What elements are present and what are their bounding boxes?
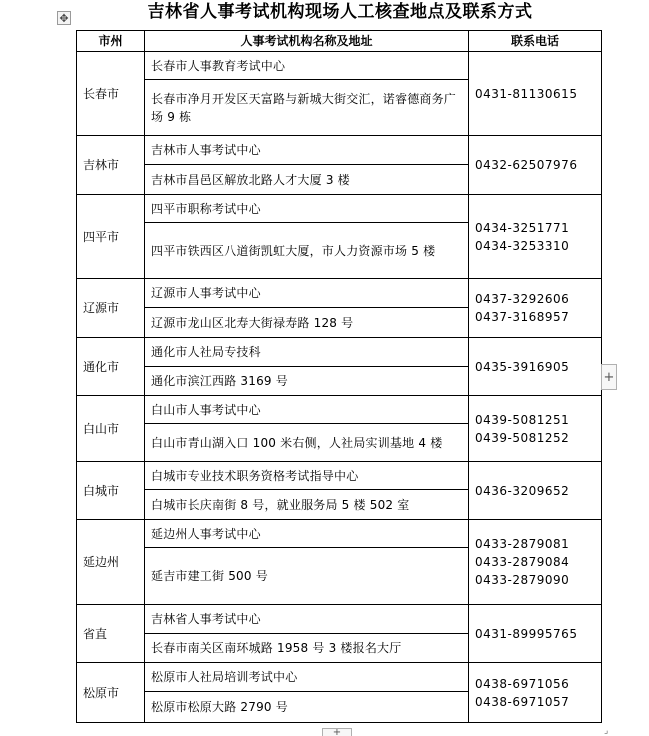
table-row bbox=[77, 279, 602, 308]
table-move-handle-icon[interactable]: ✥ bbox=[57, 11, 71, 25]
phone-number: 0433-2879084 bbox=[475, 555, 570, 569]
phone-number: 0437-3292606 bbox=[475, 292, 570, 306]
address-cell: 白山市青山湖入口 100 米右侧，人社局实训基地 4 楼 bbox=[145, 424, 469, 462]
org-name-cell: 吉林市人事考试中心 bbox=[145, 136, 469, 165]
table-row bbox=[77, 462, 602, 490]
table-row bbox=[77, 605, 602, 634]
phone-cell bbox=[469, 52, 602, 136]
phone-cell bbox=[469, 338, 602, 396]
header-phone: 联系电话 bbox=[469, 31, 602, 52]
phone-cell bbox=[469, 195, 602, 279]
address-cell: 通化市滨江西路 3169 号 bbox=[145, 367, 469, 396]
table-resize-handle-icon[interactable]: ⌟ bbox=[604, 726, 609, 736]
address-cell: 辽源市龙山区北寿大街禄寿路 128 号 bbox=[145, 308, 469, 338]
city-cell: 四平市 bbox=[77, 195, 145, 279]
table-row bbox=[77, 52, 602, 80]
phone-number: 0433-2879081 bbox=[475, 537, 570, 551]
address-cell: 吉林市昌邑区解放北路人才大厦 3 楼 bbox=[145, 165, 469, 195]
phone-number: 0435-3916905 bbox=[475, 359, 570, 374]
header-org: 人事考试机构名称及地址 bbox=[145, 31, 469, 52]
phone-cell bbox=[469, 279, 602, 338]
table-row bbox=[77, 136, 602, 165]
table-row bbox=[77, 520, 602, 548]
phone-number: 0439-5081252 bbox=[475, 430, 570, 445]
address-cell: 长春市净月开发区天富路与新城大街交汇，诺睿德商务广场 9 栋 bbox=[145, 80, 469, 136]
org-name-cell: 松原市人社局培训考试中心 bbox=[145, 663, 469, 692]
phone-cell bbox=[469, 462, 602, 520]
phone-number: 0434-3251771 bbox=[475, 220, 570, 235]
phone-number: 0436-3209652 bbox=[475, 483, 570, 498]
city-cell: 白山市 bbox=[77, 396, 145, 462]
table-row bbox=[77, 195, 602, 223]
add-row-button[interactable]: + bbox=[322, 728, 352, 736]
city-cell: 长春市 bbox=[77, 52, 145, 136]
phone-number: 0437-3168957 bbox=[475, 310, 570, 324]
org-name-cell: 白城市专业技术职务资格考试指导中心 bbox=[145, 462, 469, 490]
phone-number: 0438-6971056 bbox=[475, 676, 570, 691]
address-cell: 松原市松原大路 2790 号 bbox=[145, 692, 469, 723]
phone-number: 0438-6971057 bbox=[475, 694, 570, 709]
document-title: 吉林省人事考试机构现场人工核查地点及联系方式 bbox=[147, 2, 533, 22]
phone-cell bbox=[469, 396, 602, 462]
phone-cell bbox=[469, 663, 602, 723]
phone-cell bbox=[469, 136, 602, 195]
contact-table bbox=[76, 30, 602, 723]
phone-cell bbox=[469, 605, 602, 663]
city-cell: 辽源市 bbox=[77, 279, 145, 338]
phone-number: 0434-3253310 bbox=[475, 238, 570, 253]
phone-cell bbox=[469, 520, 602, 605]
org-name-cell: 延边州人事考试中心 bbox=[145, 520, 469, 548]
org-name-cell: 白山市人事考试中心 bbox=[145, 396, 469, 424]
header-row bbox=[77, 31, 602, 52]
org-name-cell: 四平市职称考试中心 bbox=[145, 195, 469, 223]
city-cell: 省直 bbox=[77, 605, 145, 663]
org-name-cell: 吉林省人事考试中心 bbox=[145, 605, 469, 634]
city-cell: 松原市 bbox=[77, 663, 145, 723]
phone-number: 0431-89995765 bbox=[475, 626, 578, 641]
table-row bbox=[77, 396, 602, 424]
table-row bbox=[77, 338, 602, 367]
header-city: 市州 bbox=[77, 31, 145, 52]
org-name-cell: 长春市人事教育考试中心 bbox=[145, 52, 469, 80]
address-cell: 四平市铁西区八道街凯虹大厦，市人力资源市场 5 楼 bbox=[145, 223, 469, 279]
add-column-button[interactable]: + bbox=[601, 364, 617, 390]
org-name-cell: 辽源市人事考试中心 bbox=[145, 279, 469, 308]
table-row bbox=[77, 663, 602, 692]
phone-number: 0439-5081251 bbox=[475, 412, 570, 427]
phone-number: 0432-62507976 bbox=[475, 158, 578, 172]
city-cell: 白城市 bbox=[77, 462, 145, 520]
city-cell: 通化市 bbox=[77, 338, 145, 396]
city-cell: 延边州 bbox=[77, 520, 145, 605]
address-cell: 延吉市建工街 500 号 bbox=[145, 548, 469, 605]
org-name-cell: 通化市人社局专技科 bbox=[145, 338, 469, 367]
phone-number: 0431-81130615 bbox=[475, 86, 578, 101]
phone-number: 0433-2879090 bbox=[475, 573, 570, 587]
city-cell: 吉林市 bbox=[77, 136, 145, 195]
address-cell: 长春市南关区南环城路 1958 号 3 楼报名大厅 bbox=[145, 634, 469, 663]
address-cell: 白城市长庆南街 8 号，就业服务局 5 楼 502 室 bbox=[145, 490, 469, 520]
